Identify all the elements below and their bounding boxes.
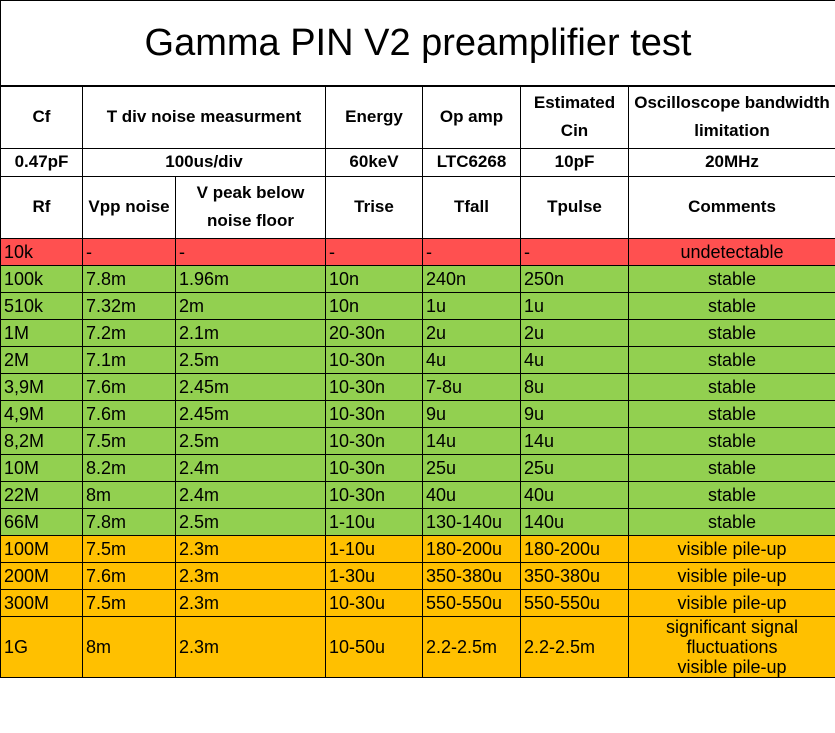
cell-rf: 10M	[1, 454, 83, 481]
table-row	[1, 373, 835, 400]
cell-rf: 22M	[1, 481, 83, 508]
table-row	[1, 427, 835, 454]
cell-tpulse: 180-200u	[521, 535, 629, 562]
cell-vpeak: 2.5m	[176, 346, 326, 373]
cell-trise: 10-30n	[326, 427, 423, 454]
cell-rf: 8,2M	[1, 427, 83, 454]
cell-rf: 66M	[1, 508, 83, 535]
table-row	[1, 292, 835, 319]
table-row	[1, 481, 835, 508]
cell-tpulse: 250n	[521, 265, 629, 292]
cell-vpeak: 2.45m	[176, 400, 326, 427]
cell-tpulse: -	[521, 238, 629, 265]
param-header-cin: Estimated Cin	[521, 86, 629, 148]
cell-vpeak: -	[176, 238, 326, 265]
cell-tfall: 350-380u	[423, 562, 521, 589]
table-row	[1, 238, 835, 265]
cell-trise: 10-30n	[326, 373, 423, 400]
table-row	[1, 508, 835, 535]
table-row	[1, 535, 835, 562]
table-row	[1, 400, 835, 427]
cell-tfall: 2u	[423, 319, 521, 346]
cell-trise: 10-30n	[326, 400, 423, 427]
cell-comment: stable	[629, 481, 835, 508]
cell-rf: 3,9M	[1, 373, 83, 400]
column-header-vpp-noise: Vpp noise	[83, 176, 176, 238]
cell-tfall: 14u	[423, 427, 521, 454]
cell-tpulse: 40u	[521, 481, 629, 508]
cell-vpeak: 2.45m	[176, 373, 326, 400]
cell-rf: 1G	[1, 616, 83, 677]
cell-vpp-noise: -	[83, 238, 176, 265]
param-header-energy: Energy	[326, 86, 423, 148]
cell-vpp-noise: 7.1m	[83, 346, 176, 373]
cell-vpeak: 2.5m	[176, 427, 326, 454]
page-title: Gamma PIN V2 preamplifier test	[1, 1, 835, 87]
cell-tpulse: 14u	[521, 427, 629, 454]
cell-comment: stable	[629, 427, 835, 454]
cell-tfall: 40u	[423, 481, 521, 508]
cell-tfall: 550-550u	[423, 589, 521, 616]
column-header-trise: Trise	[326, 176, 423, 238]
cell-trise: 1-30u	[326, 562, 423, 589]
table-row	[1, 319, 835, 346]
cell-trise: 1-10u	[326, 508, 423, 535]
cell-trise: 10n	[326, 292, 423, 319]
cell-rf: 10k	[1, 238, 83, 265]
cell-vpeak: 2.3m	[176, 616, 326, 677]
cell-comment: visible pile-up	[629, 562, 835, 589]
cell-rf: 200M	[1, 562, 83, 589]
cell-tpulse: 8u	[521, 373, 629, 400]
cell-vpeak: 2.4m	[176, 481, 326, 508]
cell-comment: visible pile-up	[629, 589, 835, 616]
cell-vpp-noise: 7.6m	[83, 400, 176, 427]
cell-vpeak: 2.5m	[176, 508, 326, 535]
cell-tfall: 130-140u	[423, 508, 521, 535]
cell-rf: 300M	[1, 589, 83, 616]
table-row	[1, 616, 835, 677]
cell-comment: stable	[629, 508, 835, 535]
cell-tpulse: 2.2-2.5m	[521, 616, 629, 677]
cell-rf: 1M	[1, 319, 83, 346]
cell-vpeak: 2.1m	[176, 319, 326, 346]
cell-tpulse: 1u	[521, 292, 629, 319]
cell-comment: significant signal fluctuations visible pile-up	[629, 616, 835, 677]
cell-trise: 10-30n	[326, 454, 423, 481]
cell-trise: 10-30n	[326, 346, 423, 373]
cell-vpeak: 2.4m	[176, 454, 326, 481]
cell-tpulse: 140u	[521, 508, 629, 535]
table-row	[1, 562, 835, 589]
cell-tpulse: 350-380u	[521, 562, 629, 589]
param-value-cf: 0.47pF	[1, 148, 83, 176]
cell-tpulse: 2u	[521, 319, 629, 346]
cell-comment: stable	[629, 265, 835, 292]
cell-vpeak: 1.96m	[176, 265, 326, 292]
param-value-energy: 60keV	[326, 148, 423, 176]
cell-vpp-noise: 7.8m	[83, 265, 176, 292]
cell-comment: visible pile-up	[629, 535, 835, 562]
cell-tpulse: 9u	[521, 400, 629, 427]
cell-comment: stable	[629, 454, 835, 481]
param-header-tdiv: T div noise measurment	[83, 86, 326, 148]
column-header-tpulse: Tpulse	[521, 176, 629, 238]
cell-rf: 4,9M	[1, 400, 83, 427]
cell-vpeak: 2.3m	[176, 535, 326, 562]
cell-vpp-noise: 7.32m	[83, 292, 176, 319]
cell-tpulse: 550-550u	[521, 589, 629, 616]
cell-comment: stable	[629, 400, 835, 427]
cell-vpp-noise: 8m	[83, 481, 176, 508]
cell-trise: 10-30u	[326, 589, 423, 616]
cell-tfall: 2.2-2.5m	[423, 616, 521, 677]
cell-vpp-noise: 7.5m	[83, 589, 176, 616]
table-row	[1, 346, 835, 373]
cell-comment: undetectable	[629, 238, 835, 265]
table-row	[1, 265, 835, 292]
cell-vpp-noise: 7.2m	[83, 319, 176, 346]
param-header-cf: Cf	[1, 86, 83, 148]
cell-tpulse: 4u	[521, 346, 629, 373]
cell-rf: 2M	[1, 346, 83, 373]
cell-vpp-noise: 7.5m	[83, 427, 176, 454]
cell-trise: 1-10u	[326, 535, 423, 562]
param-value-cin: 10pF	[521, 148, 629, 176]
cell-vpeak: 2.3m	[176, 562, 326, 589]
param-value-tdiv: 100us/div	[83, 148, 326, 176]
cell-tfall: 7-8u	[423, 373, 521, 400]
param-value-bandwidth: 20MHz	[629, 148, 835, 176]
cell-vpp-noise: 7.6m	[83, 373, 176, 400]
column-header-tfall: Tfall	[423, 176, 521, 238]
cell-vpp-noise: 7.5m	[83, 535, 176, 562]
cell-vpp-noise: 7.6m	[83, 562, 176, 589]
cell-rf: 100k	[1, 265, 83, 292]
table-row	[1, 589, 835, 616]
cell-tfall: 9u	[423, 400, 521, 427]
cell-vpp-noise: 8.2m	[83, 454, 176, 481]
table-row	[1, 454, 835, 481]
cell-trise: 20-30n	[326, 319, 423, 346]
cell-vpp-noise: 7.8m	[83, 508, 176, 535]
cell-vpp-noise: 8m	[83, 616, 176, 677]
cell-tfall: 240n	[423, 265, 521, 292]
param-value-opamp: LTC6268	[423, 148, 521, 176]
column-header-comments: Comments	[629, 176, 835, 238]
cell-tfall: 1u	[423, 292, 521, 319]
cell-trise: 10n	[326, 265, 423, 292]
cell-tpulse: 25u	[521, 454, 629, 481]
cell-vpeak: 2m	[176, 292, 326, 319]
cell-comment: stable	[629, 319, 835, 346]
cell-comment: stable	[629, 292, 835, 319]
cell-trise: 10-30n	[326, 481, 423, 508]
cell-rf: 100M	[1, 535, 83, 562]
cell-vpeak: 2.3m	[176, 589, 326, 616]
cell-tfall: 180-200u	[423, 535, 521, 562]
column-header-vpeak: V peak below noise floor	[176, 176, 326, 238]
cell-trise: 10-50u	[326, 616, 423, 677]
cell-rf: 510k	[1, 292, 83, 319]
cell-comment: stable	[629, 346, 835, 373]
cell-comment: stable	[629, 373, 835, 400]
cell-trise: -	[326, 238, 423, 265]
param-header-opamp: Op amp	[423, 86, 521, 148]
cell-tfall: 25u	[423, 454, 521, 481]
column-header-rf: Rf	[1, 176, 83, 238]
cell-tfall: 4u	[423, 346, 521, 373]
cell-tfall: -	[423, 238, 521, 265]
param-header-bandwidth: Oscilloscope bandwidth limitation	[629, 86, 835, 148]
